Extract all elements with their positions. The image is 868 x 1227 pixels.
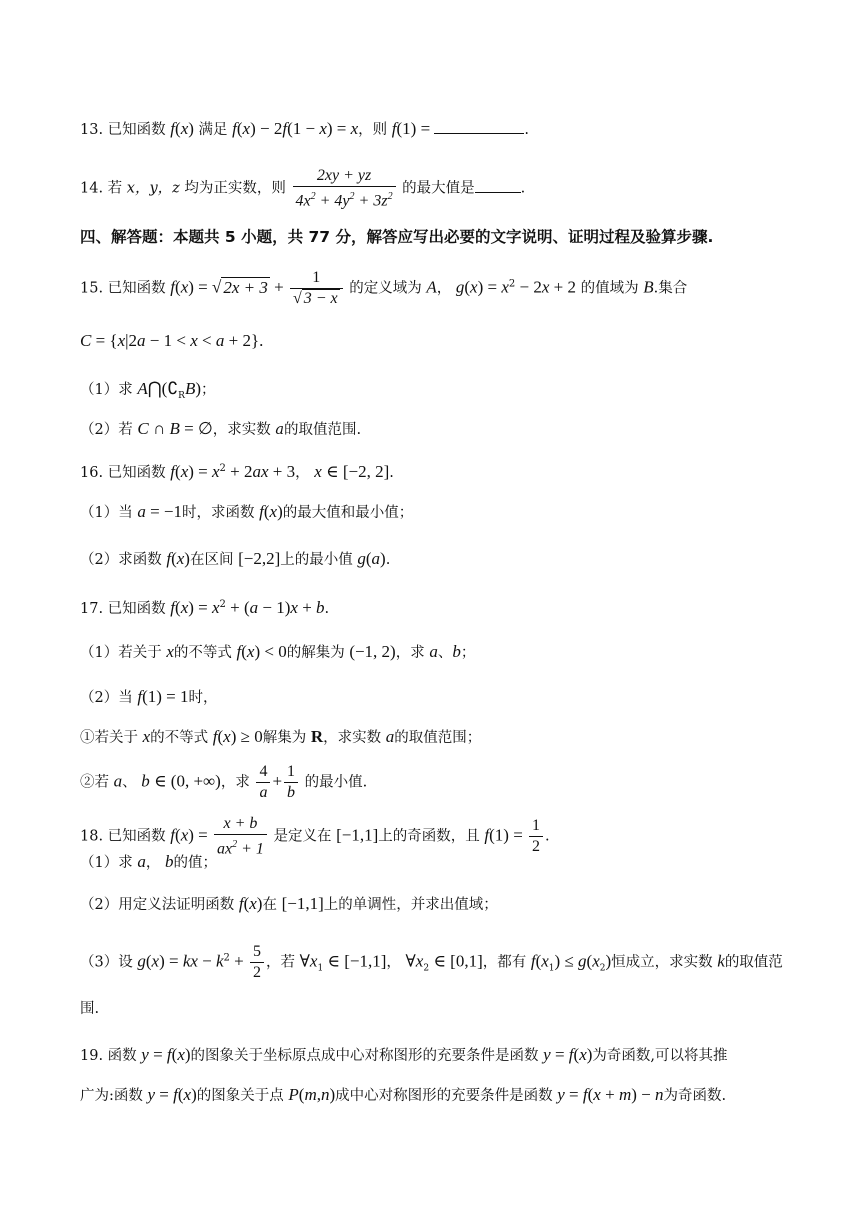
question-13: 13. 已知函数 f(x) 满足 f(x) − 2f(1 − x) = x，则 f(1) = .	[80, 119, 530, 138]
question-17: 17. 已知函数 $f(x) = x^2 + (a - 1)x + b$.	[80, 597, 330, 617]
q14-fraction: $\frac{2xy + yz}{4x^2 + 4y^2 + 3z^2}$	[293, 166, 396, 211]
q17-sub1: （1）若关于 x的不等式 f(x) < 0的解集为 (−1, 2)，求 a、b；	[80, 642, 476, 661]
section-4-heading: 四、解答题：本题共 5 小题，共 77 分，解答应写出必要的文字说明、证明过程及验算步骤.	[80, 228, 714, 246]
q19-line2: 广为:函数 y = f(x)的图象关于点 P(m,n)成中心对称图形的充要条件是函数 y = f(x + m) − n为奇函数.	[80, 1085, 727, 1104]
q18-number: 18.	[80, 828, 104, 845]
q16-number: 16.	[80, 464, 104, 481]
q17-number: 17.	[80, 600, 104, 617]
q14-number: 14.	[80, 180, 104, 197]
question-15: 15. 已知函数 f(x) = √ 2x + 3 + $\frac{1}{√ 3 - x}$ 的定义域为 A， $g(x) = x^2 - 2x + 2$ 的值域为 B.集合	[80, 269, 688, 307]
q18-sub1: （1）求 a， b的值；	[80, 852, 217, 871]
q15-sub2: （2）若 C ∩ B = ∅，求实数 a的取值范围.	[80, 419, 362, 438]
q13-text-b: 满足	[198, 122, 228, 138]
q16-sub2: （2）求函数 f(x)在区间 [−2,2]上的最小值 g(a).	[80, 549, 391, 568]
q17-frac-1b: $\frac{1}{b}$	[284, 762, 298, 803]
q18-frac-5-2: $\frac{5}{2}$	[250, 942, 264, 983]
q18-fraction: $\frac{x + b}{ax^2 + 1}$	[214, 814, 267, 859]
q18-frac-half: $\frac{1}{2}$	[529, 816, 543, 857]
q14-answer-blank	[475, 178, 521, 193]
q19-number: 19.	[80, 1048, 104, 1064]
q15-set-c: C = {x|2a − 1 < x < a + 2}.	[80, 331, 264, 350]
q13-text-a: 已知函数	[107, 122, 166, 138]
question-18: 18. 已知函数 f(x) = $\frac{x + b}{ax^2 + 1}$ 是定义在 [−1,1]上的奇函数，且 f(1) = $\frac{1}{2}$ .	[80, 815, 550, 858]
q16-sub1: （1）当 a = −1时，求函数 f(x)的最大值和最小值；	[80, 502, 414, 521]
question-14: 14. 若 x，y，z 均为正实数，则 $\frac{2xy + yz}{4x^2 + 4y^2 + 3z^2}$ 的最大值是 .	[80, 167, 526, 210]
q15-sub1: （1）求 $A⋂(∁_RB)$；	[80, 379, 216, 401]
q13-text-c: ，则	[358, 122, 388, 138]
q13-answer-blank	[434, 119, 524, 134]
question-16: 16. 已知函数 $f(x) = x^2 + 2ax + 3$， x ∈ [−2, 2].	[80, 461, 394, 481]
question-19: 19. 函数 y = f(x)的图象关于坐标原点成中心对称图形的充要条件是函数 y = f(x)为奇函数,可以将其推	[80, 1045, 728, 1064]
q13-math-fx: f	[170, 119, 176, 138]
q13-number: 13.	[80, 122, 104, 138]
q17-frac-4a: $\frac{4}{a}$	[256, 762, 270, 803]
q18-sub3-cont: 围.	[80, 1001, 100, 1017]
q18-sub3: （3）设 g(x) = kx − $k^2$ + $\frac{5}{2}$ ，若 $\forall x_1$ ∈ [−1,1]， $\forall x_2$ ∈ [0,1]，都有 $f(x_1) \le g(x_2)$恒成立，求实数 k的取值范	[80, 943, 783, 981]
q15-fraction: $\frac{1}{√ 3 - x}$	[290, 268, 343, 309]
q17-sub2: （2）当 f(1) = 1时，	[80, 687, 218, 706]
q15-number: 15.	[80, 280, 104, 297]
q17-case2: ②若 a、 b ∈ (0, +∞)，求 $\frac{4}{a}$ + $\frac{1}{b}$ 的最小值.	[80, 763, 368, 801]
q18-sub2: （2）用定义法证明函数 f(x)在 [−1,1]上的单调性，并求出值域；	[80, 894, 498, 913]
q17-case1: ①若关于 x的不等式 f(x) ≥ 0解集为 R，求实数 a的取值范围；	[80, 727, 482, 746]
